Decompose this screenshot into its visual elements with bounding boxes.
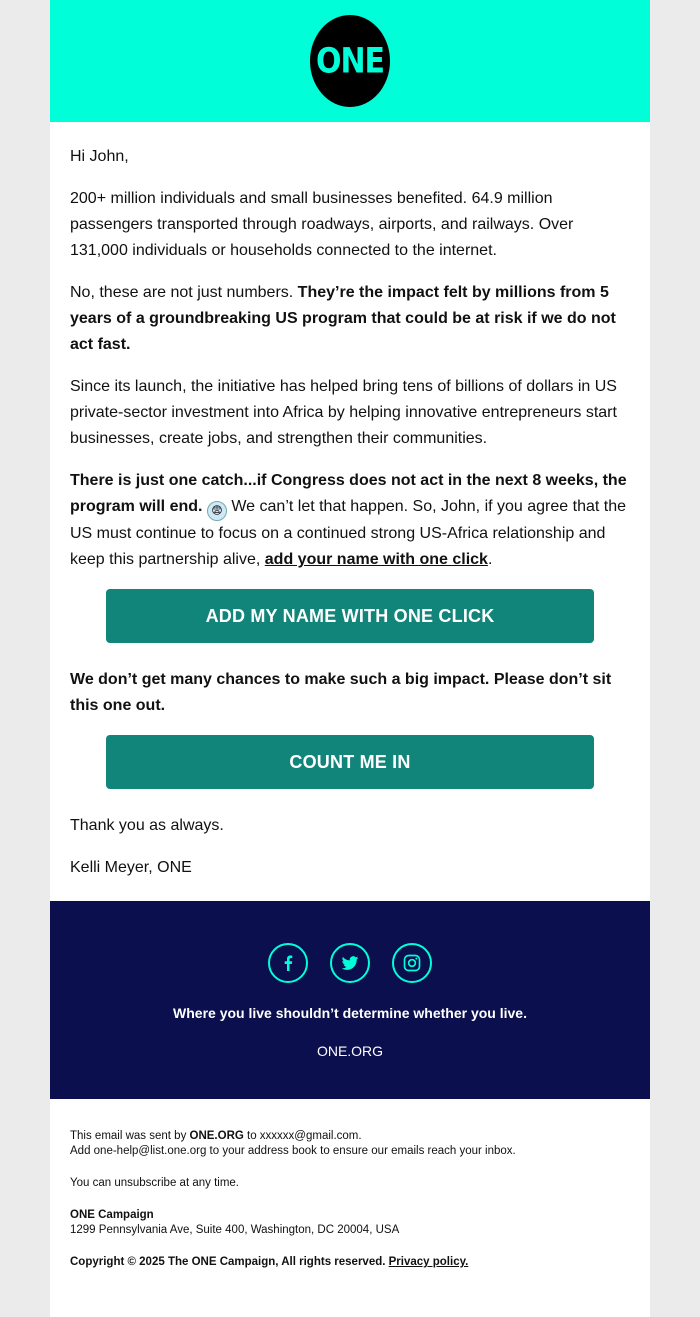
org-address: 1299 Pennsylvania Ave, Suite 400, Washington, DC 20004, USA	[70, 1224, 400, 1236]
greeting: Hi John,	[70, 148, 129, 165]
instagram-icon[interactable]	[392, 943, 432, 983]
twitter-icon[interactable]	[330, 943, 370, 983]
paragraph-stats: 200+ million individuals and small businesses benefited. 64.9 million passengers transported through roadways, airports, and railways. Over 131,000 individuals or households connected to the internet.	[70, 190, 574, 259]
one-logo[interactable]: ONE	[310, 15, 390, 107]
tagline: Where you live shouldn’t determine whether you live.	[173, 1005, 527, 1021]
paragraph-catch	[70, 468, 630, 573]
impact-plain: No, these are not just numbers.	[70, 284, 298, 301]
privacy-policy-link[interactable]: Privacy policy.	[388, 1256, 469, 1268]
copyright-text: Copyright © 2025 The ONE Campaign, All rights reserved.	[70, 1256, 389, 1268]
impact-bold: They’re the impact felt by millions from 5 years of a groundbreaking US program that could be at risk if we do not act fast.	[70, 284, 616, 353]
email-body	[50, 122, 650, 901]
button-wrap-2	[70, 735, 630, 789]
email-header	[50, 0, 650, 122]
sent-org: ONE.ORG	[189, 1130, 244, 1142]
unsubscribe-text: You can unsubscribe at any time.	[70, 1177, 239, 1189]
social-links	[50, 901, 650, 983]
chance-bold: We don’t get many chances to make such a big impact. Please don’t sit this one out.	[70, 671, 612, 714]
sent-to: to xxxxxx@gmail.com.	[243, 1130, 362, 1142]
footer-social	[50, 901, 650, 1099]
paragraph-impact	[70, 280, 630, 358]
sent-prefix: This email was sent by	[70, 1130, 190, 1142]
org-name: ONE Campaign	[70, 1209, 154, 1221]
org-info	[70, 1208, 630, 1238]
paragraph-initiative: Since its launch, the initiative has helped bring tens of billions of dollars in US private-sector investment into Africa by helping innovative entrepreneurs start businesses, create jobs, and strengthen their communities.	[70, 378, 617, 447]
add-my-name-button[interactable]: ADD MY NAME WITH ONE CLICK	[106, 589, 594, 643]
site-link[interactable]: ONE.ORG	[316, 1043, 384, 1059]
count-me-in-button[interactable]: COUNT ME IN	[106, 735, 594, 789]
catch-plain: We can’t let that happen. So, John, if you agree that the US must continue to focus on a continued strong US-Africa relationship and keep this partnership alive,	[70, 498, 626, 568]
facebook-icon[interactable]	[268, 943, 308, 983]
catch-end: .	[487, 551, 493, 568]
button-wrap-1	[70, 589, 630, 643]
signature: Kelli Meyer, ONE	[70, 859, 192, 876]
fearful-face-icon: 😨	[207, 501, 227, 521]
address-book-text: Add one-help@list.one.org to your address book to ensure our emails reach your inbox.	[70, 1145, 516, 1157]
copyright	[70, 1255, 630, 1270]
thanks-text: Thank you as always.	[70, 817, 224, 834]
sent-info	[70, 1129, 630, 1159]
paragraph-chance	[70, 667, 630, 719]
catch-bold: There is just one catch...if Congress does not act in the next 8 weeks, the program will end.	[70, 472, 627, 515]
footer-legal	[50, 1099, 650, 1317]
add-name-link[interactable]: add your name with one click	[264, 551, 488, 568]
email-container	[50, 0, 650, 1317]
